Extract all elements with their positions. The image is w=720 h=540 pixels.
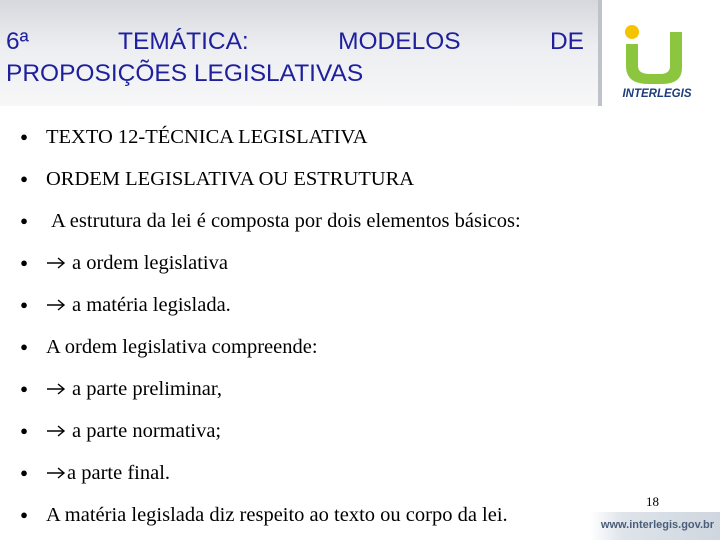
arrow-right-icon: [46, 298, 66, 312]
bullet-marker: ●: [20, 507, 28, 522]
bullet-item: [18, 242, 521, 284]
title-word: 6ª: [6, 28, 29, 55]
bullet-item: [18, 368, 521, 410]
bullet-text: A estrutura da lei é composta por dois elementos básicos:: [51, 209, 521, 232]
bullet-item: [18, 158, 521, 200]
arrow-right-icon: [46, 382, 66, 396]
title-line-1: [6, 26, 584, 58]
bullet-text: A matéria legislada diz respeito ao texto ou corpo da lei.: [46, 503, 508, 526]
bullet-list: [18, 116, 521, 536]
footer-band: [590, 512, 720, 540]
header-shade: [598, 0, 602, 106]
bullet-marker: ●: [20, 297, 28, 312]
bullet-text: a parte normativa;: [72, 419, 222, 442]
arrow-right-icon: [46, 424, 66, 438]
title-word: MODELOS: [338, 28, 461, 55]
bullet-text: a parte final.: [67, 461, 171, 484]
bullet-item: [18, 410, 521, 452]
bullet-item: [18, 116, 521, 158]
title-word: DE: [549, 28, 584, 55]
bullet-text: a parte preliminar,: [72, 377, 223, 400]
bullet-marker: ●: [20, 423, 28, 438]
bullet-marker: ●: [20, 171, 28, 186]
title-line-2: PROPOSIÇÕES LEGISLATIVAS: [6, 60, 364, 87]
bullet-item: [18, 494, 521, 536]
bullet-text: a ordem legislativa: [72, 251, 228, 274]
page-number: 18: [646, 494, 659, 509]
bullet-text: ORDEM LEGISLATIVA OU ESTRUTURA: [46, 167, 415, 190]
bullet-marker: ●: [20, 213, 28, 228]
slide-title: [6, 26, 584, 90]
title-word: TEMÁTICA:: [118, 28, 249, 55]
bullet-marker: ●: [20, 255, 28, 270]
bullet-text: TEXTO 12-TÉCNICA LEGISLATIVA: [46, 125, 368, 148]
bullet-item: [18, 326, 521, 368]
interlegis-logo: [612, 22, 704, 102]
bullet-item: [18, 452, 521, 494]
arrow-right-icon: [46, 256, 66, 270]
bullet-text: A ordem legislativa compreende:: [46, 335, 318, 358]
bullet-item: [18, 200, 521, 242]
bullet-item: [18, 284, 521, 326]
arrow-right-icon: [46, 466, 66, 480]
bullet-marker: ●: [20, 465, 28, 480]
bullet-text: a matéria legislada.: [72, 293, 231, 316]
logo-wordmark: INTERLEGIS: [622, 88, 692, 100]
bullet-marker: ●: [20, 381, 28, 396]
footer-url: www.interlegis.gov.br: [600, 519, 714, 531]
bullet-marker: ●: [20, 129, 28, 144]
bullet-marker: ●: [20, 339, 28, 354]
